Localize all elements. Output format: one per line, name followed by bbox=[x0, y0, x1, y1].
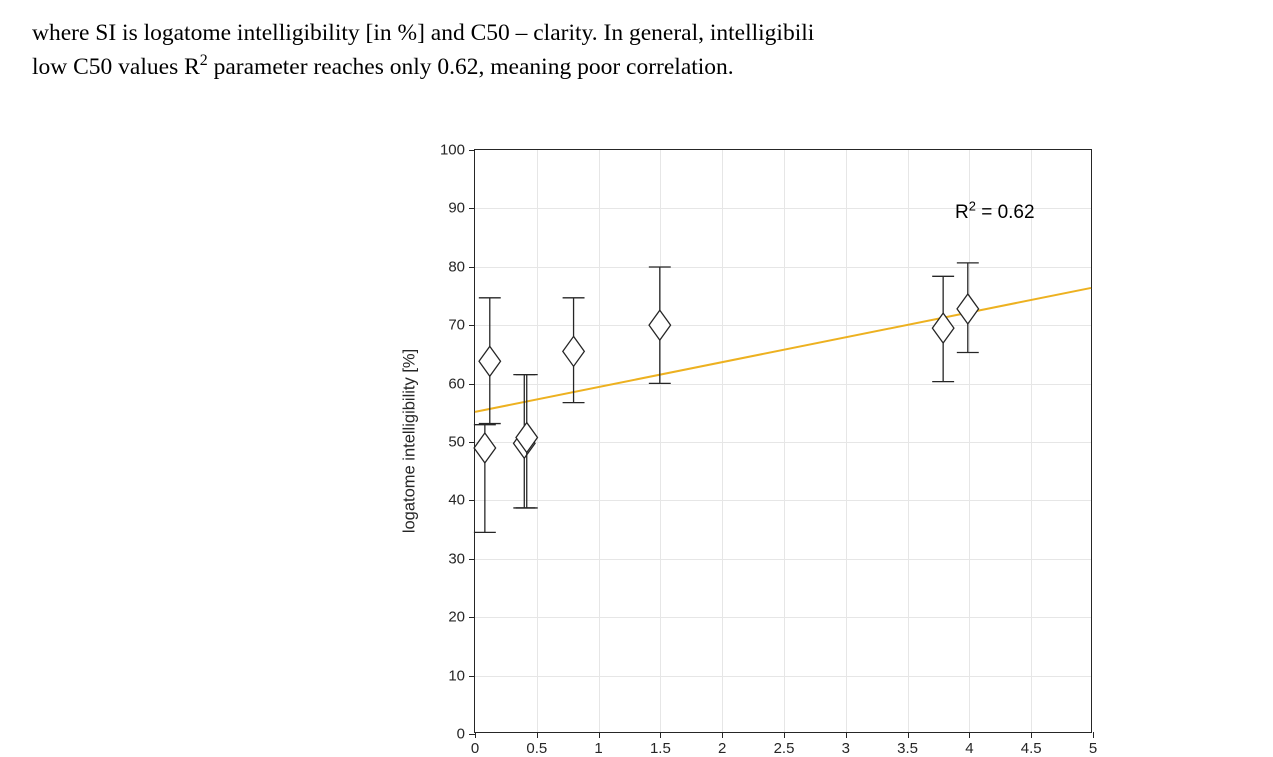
x-tick-label: 4 bbox=[965, 740, 974, 757]
data-point-group bbox=[932, 276, 954, 381]
y-tick-label: 10 bbox=[448, 667, 465, 685]
x-tick-label: 5 bbox=[1088, 740, 1098, 757]
x-tick bbox=[599, 732, 600, 738]
paragraph-line-1: where SI is logatome intelligibility [in %] and C50 – clarity. In general, intelligibili bbox=[32, 20, 815, 46]
x-tick bbox=[1031, 732, 1032, 738]
x-tick bbox=[784, 732, 785, 738]
data-point-group bbox=[516, 375, 538, 508]
scatter-chart-figure bbox=[396, 136, 1116, 756]
x-tick-label: 1 bbox=[594, 740, 603, 757]
r-squared-label: R bbox=[955, 202, 969, 223]
plot-area bbox=[439, 141, 1098, 757]
x-tick bbox=[722, 732, 723, 738]
y-tick-label: 20 bbox=[448, 608, 465, 626]
y-axis-title: logatome intelligibility [%] bbox=[400, 348, 419, 534]
r-squared-exponent: 2 bbox=[968, 198, 976, 214]
data-point-group bbox=[479, 298, 501, 424]
diamond-marker bbox=[957, 294, 979, 324]
y-tick-label: 100 bbox=[439, 141, 465, 159]
chart-data-layer bbox=[475, 150, 1091, 732]
y-tick-label: 30 bbox=[448, 550, 465, 568]
body-paragraph bbox=[32, 16, 1273, 84]
diamond-marker bbox=[932, 313, 954, 343]
paragraph-line-2 bbox=[32, 50, 1273, 84]
y-tick-label: 50 bbox=[448, 433, 465, 451]
x-tick bbox=[846, 732, 847, 738]
x-tick-label: 2.5 bbox=[773, 740, 795, 757]
x-tick-label: 1.5 bbox=[649, 740, 671, 757]
data-point-group bbox=[957, 263, 979, 353]
y-tick-label: 80 bbox=[448, 258, 465, 276]
data-point-group bbox=[474, 425, 496, 533]
data-point-group bbox=[563, 298, 585, 403]
diamond-marker bbox=[474, 433, 496, 463]
r-squared-value: = 0.62 bbox=[975, 202, 1035, 223]
y-tick-label: 0 bbox=[456, 725, 465, 743]
x-tick bbox=[908, 732, 909, 738]
diamond-marker bbox=[563, 336, 585, 366]
x-tick bbox=[537, 732, 538, 738]
x-tick-label: 2 bbox=[718, 740, 727, 757]
paragraph-line-2-part-a: low C50 values R bbox=[32, 54, 200, 80]
paragraph-r-squared-exponent: 2 bbox=[199, 52, 208, 70]
x-tick bbox=[969, 732, 970, 738]
x-tick bbox=[475, 732, 476, 738]
x-tick-label: 4.5 bbox=[1020, 740, 1042, 757]
x-tick bbox=[660, 732, 661, 738]
r-squared-annotation bbox=[955, 198, 1035, 224]
data-point-group bbox=[649, 267, 671, 383]
x-tick bbox=[1093, 732, 1094, 738]
x-tick-label: 0.5 bbox=[526, 740, 548, 757]
y-tick-label: 70 bbox=[448, 316, 465, 334]
diamond-marker bbox=[649, 310, 671, 340]
x-tick-label: 3.5 bbox=[897, 740, 919, 757]
paragraph-line-2-part-b: parameter reaches only 0.62, meaning poor correlation. bbox=[207, 54, 734, 80]
y-tick-label: 40 bbox=[448, 491, 465, 509]
diamond-marker bbox=[479, 346, 501, 376]
x-tick-label: 3 bbox=[841, 740, 850, 757]
x-tick-label: 0 bbox=[470, 740, 480, 757]
y-tick-label: 60 bbox=[448, 375, 465, 393]
y-tick-label: 90 bbox=[448, 199, 465, 217]
